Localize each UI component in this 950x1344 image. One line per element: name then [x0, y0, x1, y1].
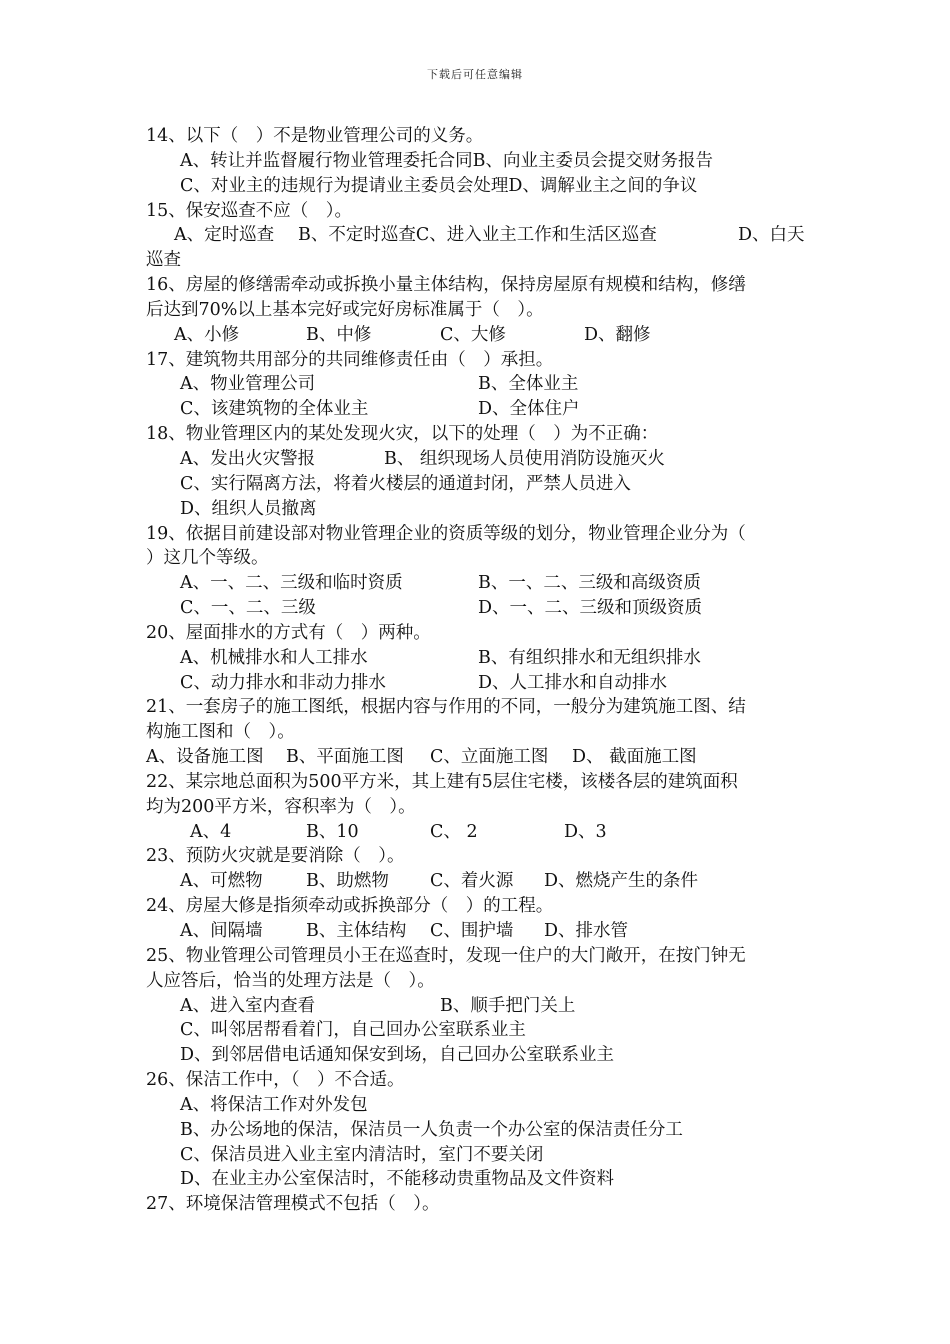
- question-15-options: [146, 223, 810, 248]
- option-d: D、人工排水和自动排水: [478, 672, 668, 693]
- option-b: B、有组织排水和无组织排水: [478, 647, 701, 668]
- question-24: 24、房屋大修是指须牵动或拆换部分（ ）的工程。: [146, 896, 554, 917]
- question-26-option-c: C、保洁员进入业主室内清洁时，室门不要关闭: [180, 1144, 544, 1165]
- option-c: C、围护墙: [430, 921, 514, 941]
- question-16-line-1: 16、房屋的修缮需牵动或拆换小量主体结构，保持房屋原有规模和结构，修缮: [146, 275, 746, 296]
- option-d: D、3: [564, 821, 607, 842]
- question-19-line-2: ）这几个等级。: [146, 548, 269, 569]
- question-14: 14、以下（ ）不是物业管理公司的义务。: [146, 126, 484, 146]
- question-18-options-ab: [146, 447, 810, 472]
- question-25-options-ab: [146, 994, 810, 1019]
- question-list: [146, 124, 810, 1217]
- option-b: B、一、二、三级和高级资质: [478, 573, 701, 594]
- option-b: B、顺手把门关上: [440, 995, 576, 1016]
- question-17-options-ab: [146, 372, 810, 397]
- option-c: C、大修: [440, 324, 506, 345]
- option-b: B、不定时巡查C、进入业主工作和生活区巡查: [298, 225, 657, 246]
- question-19-options-cd: [146, 596, 810, 621]
- question-26-option-b: B、办公场地的保洁，保洁员一人负责一个办公室的保洁责任分工: [180, 1119, 683, 1140]
- question-20: 20、屋面排水的方式有（ ）两种。: [146, 622, 431, 643]
- option-d: D、 截面施工图: [572, 747, 697, 768]
- option-c: C、动力排水和非动力排水: [180, 672, 386, 693]
- question-23: 23、预防火灾就是要消除（ ）。: [146, 846, 405, 867]
- question-25-option-d: D、到邻居借电话通知保安到场，自己回办公室联系业主: [180, 1045, 615, 1066]
- question-25-option-c: C、叫邻居帮看着门，自己回办公室联系业主: [180, 1020, 526, 1041]
- option-d: D、排水管: [544, 921, 629, 941]
- question-16-options: [146, 323, 810, 348]
- option-d: D、燃烧产生的条件: [544, 871, 699, 892]
- question-15-options-wrap: 巡查: [146, 250, 181, 271]
- option-a: A、4: [190, 821, 232, 842]
- question-21-line-2: 构施工图和（ ）。: [146, 722, 295, 743]
- question-21-line-1: 21、一套房子的施工图纸，根据内容与作用的不同，一般分为建筑施工图、结: [146, 697, 746, 718]
- question-18-option-d: D、组织人员撤离: [180, 498, 317, 519]
- option-a: A、可燃物: [180, 871, 263, 892]
- option-d: D、白天: [738, 225, 805, 246]
- option-c: C、 2: [430, 821, 478, 842]
- option-b: B、平面施工图: [286, 747, 404, 768]
- question-23-options: [146, 869, 810, 894]
- question-16-line-2: 后达到70%以上基本完好或完好房标准属于（ ）。: [146, 299, 544, 320]
- option-d: D、一、二、三级和顶级资质: [478, 598, 703, 619]
- question-25-line-1: 25、物业管理公司管理员小王在巡查时，发现一住户的大门敞开，在按门钟无: [146, 945, 746, 966]
- option-a: A、物业管理公司: [180, 374, 316, 395]
- option-a: A、进入室内查看: [180, 995, 316, 1016]
- question-15: 15、保安巡查不应（ ）。: [146, 200, 353, 221]
- question-26: 26、保洁工作中，（ ）不合适。: [146, 1070, 405, 1091]
- question-21-options: [146, 745, 810, 770]
- option-b: B、10: [306, 821, 359, 842]
- option-a: A、机械排水和人工排水: [180, 647, 368, 668]
- option-c: C、该建筑物的全体业主: [180, 399, 369, 420]
- option-a: A、小修: [174, 324, 240, 345]
- option-b: B、全体业主: [478, 374, 579, 395]
- question-27: 27、环境保洁管理模式不包括（ ）。: [146, 1194, 440, 1215]
- question-18-option-c: C、实行隔离方法，将着火楼层的通道封闭，严禁人员进入: [180, 473, 631, 494]
- option-d: D、翻修: [584, 324, 651, 345]
- option-a: A、定时巡查: [174, 225, 275, 246]
- question-14-options-cd: C、对业主的违规行为提请业主委员会处理D、调解业主之间的争议: [180, 175, 698, 196]
- option-c: C、一、二、三级: [180, 598, 316, 619]
- question-20-options-cd: [146, 671, 810, 696]
- question-24-options: [146, 919, 810, 944]
- page-header: 下载后可任意编辑: [427, 68, 523, 81]
- question-25-line-2: 人应答后，恰当的处理方法是（ ）。: [146, 970, 435, 991]
- question-26-option-d: D、在业主办公室保洁时，不能移动贵重物品及文件资料: [180, 1169, 615, 1190]
- question-17: 17、建筑物共用部分的共同维修责任由（ ）承担。: [146, 349, 554, 370]
- option-a: A、一、二、三级和临时资质: [180, 573, 403, 594]
- question-14-options-ab: A、转让并监督履行物业管理委托合同B、向业主委员会提交财务报告: [180, 150, 713, 171]
- question-22-line-2: 均为200平方米，容积率为（ ）。: [146, 796, 416, 817]
- option-b: B、中修: [306, 324, 372, 345]
- question-26-option-a: A、将保洁工作对外发包: [180, 1094, 368, 1115]
- question-19-line-1: 19、依据目前建设部对物业管理企业的资质等级的划分，物业管理企业分为（: [146, 523, 746, 544]
- question-22-line-1: 22、某宗地总面积为500平方米，其上建有5层住宅楼，该楼各层的建筑面积: [146, 771, 738, 792]
- option-a: A、发出火灾警报: [180, 448, 316, 469]
- question-19-options-ab: [146, 571, 810, 596]
- option-b: B、主体结构: [306, 921, 407, 941]
- option-c: C、着火源: [430, 871, 514, 892]
- question-22-options: [146, 820, 810, 845]
- question-18: 18、物业管理区内的某处发现火灾，以下的处理（ ）为不正确：: [146, 424, 659, 445]
- option-a: A、设备施工图: [146, 747, 264, 768]
- question-17-options-cd: [146, 397, 810, 422]
- question-20-options-ab: [146, 646, 810, 671]
- option-d: D、全体住户: [478, 399, 580, 420]
- option-b: B、 组织现场人员使用消防设施灭火: [384, 448, 665, 469]
- option-b: B、助燃物: [306, 871, 389, 892]
- option-c: C、立面施工图: [430, 747, 549, 768]
- option-a: A、间隔墙: [180, 921, 263, 941]
